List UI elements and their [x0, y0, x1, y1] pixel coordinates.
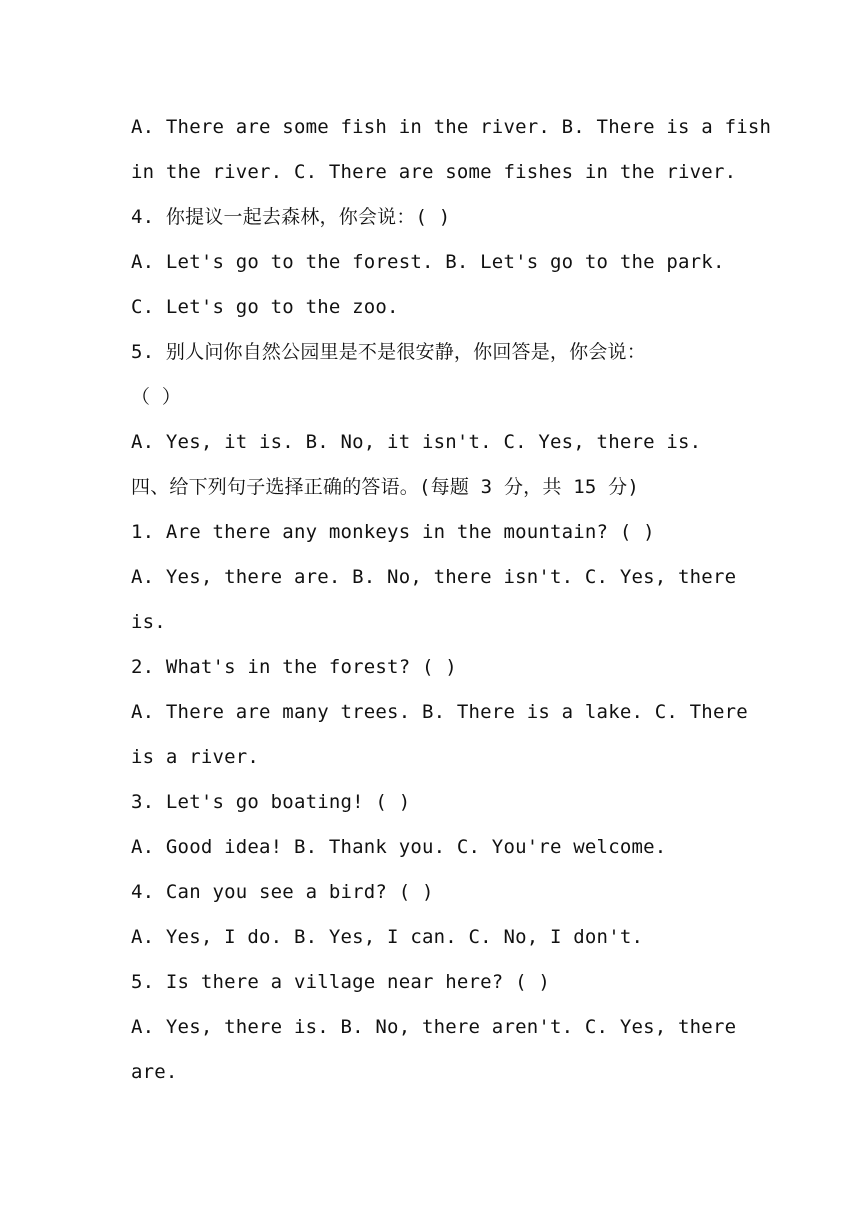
section-4-question-4: 4. Can you see a bird? ( ) [131, 881, 434, 903]
question-4-prompt: 4. 你提议一起去森林，你会说：( ) [131, 206, 451, 228]
section-4-question-1-options-line-1: A. Yes, there are. B. No, there isn't. C. Yes, there [131, 566, 737, 588]
section-4-question-5: 5. Is there a village near here? ( ) [131, 971, 551, 993]
document-body [131, 105, 772, 1095]
section-4-question-1: 1. Are there any monkeys in the mountain? ( ) [131, 521, 655, 543]
question-5-answer-blank: （ ） [131, 386, 182, 408]
section-4-question-2-options-line-2: is a river. [131, 746, 260, 768]
section-4-question-2: 2. What's in the forest? ( ) [131, 656, 457, 678]
section-4-question-2-options-line-1: A. There are many trees. B. There is a lake. C. There [131, 701, 748, 723]
section-4-question-3: 3. Let's go boating! ( ) [131, 791, 411, 813]
section-4-question-5-options-line-2: are. [131, 1061, 178, 1083]
question-5-options: A. Yes, it is. B. No, it isn't. C. Yes, there is. [131, 431, 702, 453]
question-3-options-line-2: in the river. C. There are some fishes in the river. [131, 161, 737, 183]
section-4-question-3-options: A. Good idea! B. Thank you. C. You're welcome. [131, 836, 667, 858]
section-4-question-4-options: A. Yes, I do. B. Yes, I can. C. No, I don't. [131, 926, 644, 948]
question-4-options-line-2: C. Let's go to the zoo. [131, 296, 399, 318]
question-4-options-line-1: A. Let's go to the forest. B. Let's go to the park. [131, 251, 725, 273]
question-5-prompt: 5. 别人问你自然公园里是不是很安静，你回答是，你会说： [131, 341, 646, 363]
section-4-question-5-options-line-1: A. Yes, there is. B. No, there aren't. C. Yes, there [131, 1016, 737, 1038]
section-4-question-1-options-line-2: is. [131, 611, 166, 633]
section-4-heading: 四、给下列句子选择正确的答语。(每题 3 分，共 15 分) [131, 476, 639, 498]
question-3-options-line-1: A. There are some fish in the river. B. There is a fish [131, 116, 772, 138]
